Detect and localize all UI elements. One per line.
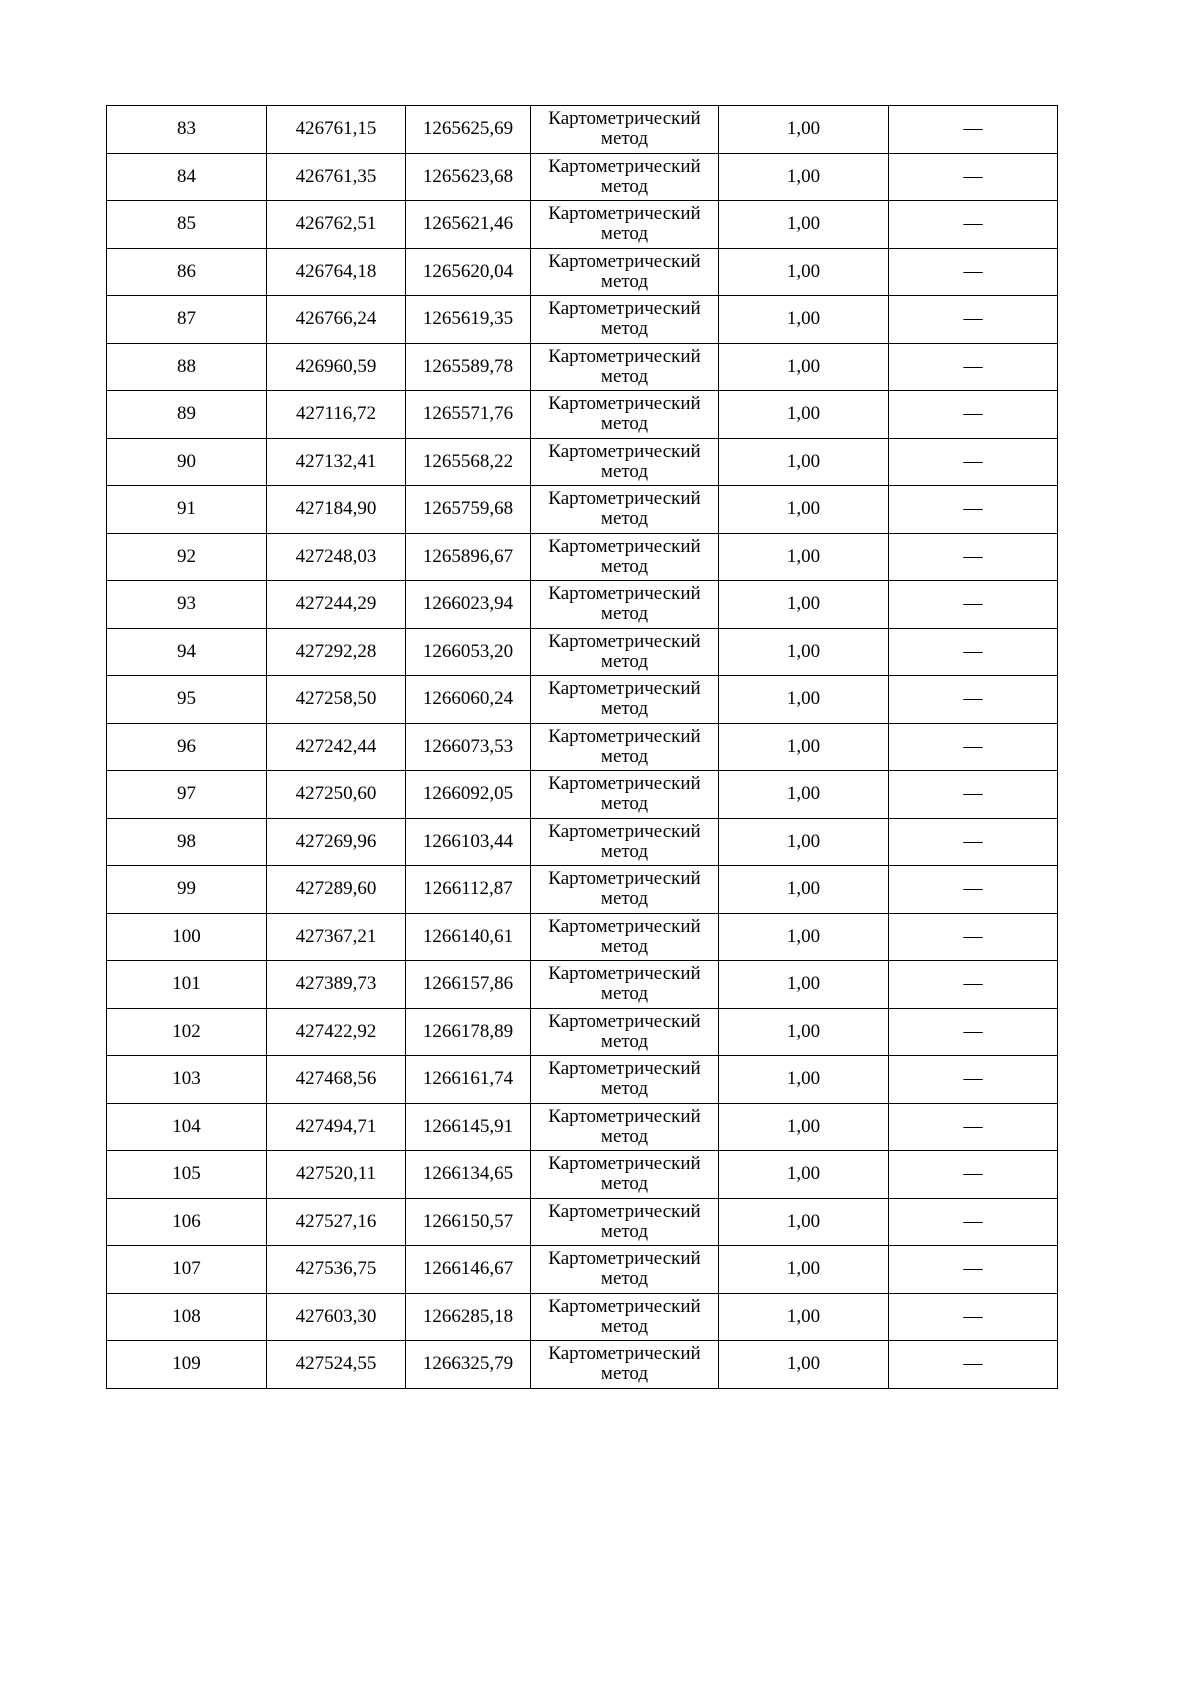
accuracy-cell: 1,00: [719, 153, 889, 201]
point-number-cell: 99: [107, 866, 267, 914]
method-cell: [531, 296, 719, 344]
x-coordinate-cell: 426761,15: [267, 106, 406, 154]
y-coordinate-cell: 1266073,53: [406, 723, 531, 771]
note-cell: —: [889, 723, 1058, 771]
point-number-cell: 94: [107, 628, 267, 676]
accuracy-cell: 1,00: [719, 1103, 889, 1151]
y-coordinate-cell: 1266146,67: [406, 1246, 531, 1294]
method-line-1: Картометрический: [548, 630, 701, 652]
point-number-cell: 98: [107, 818, 267, 866]
x-coordinate-cell: 426764,18: [267, 248, 406, 296]
accuracy-cell: 1,00: [719, 1056, 889, 1104]
method-line-1: Картометрический: [548, 203, 701, 225]
y-coordinate-cell: 1266150,57: [406, 1198, 531, 1246]
method-line-2: метод: [600, 983, 649, 1005]
y-coordinate-cell: 1265623,68: [406, 153, 531, 201]
table-row: [107, 296, 1058, 344]
method-cell: [531, 1008, 719, 1056]
note-cell: —: [889, 818, 1058, 866]
x-coordinate-cell: 427292,28: [267, 628, 406, 676]
method-line-2: метод: [600, 365, 649, 387]
method-cell: [531, 1198, 719, 1246]
point-number-cell: 109: [107, 1341, 267, 1389]
method-line-2: метод: [600, 840, 649, 862]
y-coordinate-cell: 1266103,44: [406, 818, 531, 866]
x-coordinate-cell: 427389,73: [267, 961, 406, 1009]
method-line-2: метод: [600, 1363, 649, 1385]
table-row: [107, 1008, 1058, 1056]
note-cell: —: [889, 391, 1058, 439]
y-coordinate-cell: 1266140,61: [406, 913, 531, 961]
note-cell: —: [889, 153, 1058, 201]
note-cell: —: [889, 1293, 1058, 1341]
note-cell: —: [889, 1103, 1058, 1151]
table-row: [107, 438, 1058, 486]
x-coordinate-cell: 427527,16: [267, 1198, 406, 1246]
x-coordinate-cell: 427367,21: [267, 913, 406, 961]
note-cell: —: [889, 1246, 1058, 1294]
method-line-2: метод: [600, 1125, 649, 1147]
table-row: [107, 248, 1058, 296]
y-coordinate-cell: 1266092,05: [406, 771, 531, 819]
table-row: [107, 961, 1058, 1009]
method-line-1: Картометрический: [548, 440, 701, 462]
method-cell: [531, 201, 719, 249]
method-line-1: Картометрический: [548, 868, 701, 890]
x-coordinate-cell: 426960,59: [267, 343, 406, 391]
method-line-1: Картометрический: [548, 773, 701, 795]
method-line-2: метод: [600, 508, 649, 530]
x-coordinate-cell: 427116,72: [267, 391, 406, 439]
method-line-2: метод: [600, 555, 649, 577]
accuracy-cell: 1,00: [719, 296, 889, 344]
method-cell: [531, 676, 719, 724]
method-cell: [531, 153, 719, 201]
point-number-cell: 89: [107, 391, 267, 439]
accuracy-cell: 1,00: [719, 486, 889, 534]
method-line-1: Картометрический: [548, 1343, 701, 1365]
table-row: [107, 1293, 1058, 1341]
x-coordinate-cell: 427269,96: [267, 818, 406, 866]
table-row: [107, 1246, 1058, 1294]
accuracy-cell: 1,00: [719, 1198, 889, 1246]
method-line-1: Картометрический: [548, 1200, 701, 1222]
x-coordinate-cell: 427422,92: [267, 1008, 406, 1056]
note-cell: —: [889, 1151, 1058, 1199]
point-number-cell: 90: [107, 438, 267, 486]
accuracy-cell: 1,00: [719, 581, 889, 629]
note-cell: —: [889, 1198, 1058, 1246]
y-coordinate-cell: 1266060,24: [406, 676, 531, 724]
y-coordinate-cell: 1266178,89: [406, 1008, 531, 1056]
table-row: [107, 106, 1058, 154]
method-cell: [531, 486, 719, 534]
y-coordinate-cell: 1266112,87: [406, 866, 531, 914]
y-coordinate-cell: 1266023,94: [406, 581, 531, 629]
note-cell: —: [889, 1056, 1058, 1104]
point-number-cell: 87: [107, 296, 267, 344]
accuracy-cell: 1,00: [719, 438, 889, 486]
y-coordinate-cell: 1265568,22: [406, 438, 531, 486]
table-row: [107, 818, 1058, 866]
accuracy-cell: 1,00: [719, 1008, 889, 1056]
point-number-cell: 104: [107, 1103, 267, 1151]
x-coordinate-cell: 427524,55: [267, 1341, 406, 1389]
method-cell: [531, 581, 719, 629]
y-coordinate-cell: 1266325,79: [406, 1341, 531, 1389]
note-cell: —: [889, 961, 1058, 1009]
point-number-cell: 103: [107, 1056, 267, 1104]
table-body: [107, 106, 1058, 1389]
x-coordinate-cell: 427536,75: [267, 1246, 406, 1294]
table-row: [107, 486, 1058, 534]
note-cell: —: [889, 581, 1058, 629]
x-coordinate-cell: 427520,11: [267, 1151, 406, 1199]
method-line-2: метод: [600, 1268, 649, 1290]
note-cell: —: [889, 628, 1058, 676]
x-coordinate-cell: 427468,56: [267, 1056, 406, 1104]
point-number-cell: 85: [107, 201, 267, 249]
method-line-2: метод: [600, 1315, 649, 1337]
accuracy-cell: 1,00: [719, 248, 889, 296]
method-line-1: Картометрический: [548, 155, 701, 177]
table-row: [107, 581, 1058, 629]
method-cell: [531, 1151, 719, 1199]
table-row: [107, 1341, 1058, 1389]
method-line-1: Картометрический: [548, 1010, 701, 1032]
point-number-cell: 93: [107, 581, 267, 629]
method-line-1: Картометрический: [548, 915, 701, 937]
y-coordinate-cell: 1266134,65: [406, 1151, 531, 1199]
method-line-1: Картометрический: [548, 725, 701, 747]
method-cell: [531, 438, 719, 486]
method-cell: [531, 961, 719, 1009]
method-cell: [531, 771, 719, 819]
method-line-2: метод: [600, 935, 649, 957]
note-cell: —: [889, 1341, 1058, 1389]
method-line-2: метод: [600, 460, 649, 482]
accuracy-cell: 1,00: [719, 533, 889, 581]
note-cell: —: [889, 533, 1058, 581]
method-line-2: метод: [600, 175, 649, 197]
method-line-1: Картометрический: [548, 583, 701, 605]
method-line-2: метод: [600, 650, 649, 672]
accuracy-cell: 1,00: [719, 723, 889, 771]
y-coordinate-cell: 1266053,20: [406, 628, 531, 676]
point-number-cell: 106: [107, 1198, 267, 1246]
point-number-cell: 86: [107, 248, 267, 296]
note-cell: —: [889, 1008, 1058, 1056]
method-cell: [531, 866, 719, 914]
accuracy-cell: 1,00: [719, 961, 889, 1009]
method-line-2: метод: [600, 223, 649, 245]
method-cell: [531, 628, 719, 676]
y-coordinate-cell: 1265759,68: [406, 486, 531, 534]
note-cell: —: [889, 248, 1058, 296]
x-coordinate-cell: 427494,71: [267, 1103, 406, 1151]
accuracy-cell: 1,00: [719, 1246, 889, 1294]
method-line-1: Картометрический: [548, 345, 701, 367]
x-coordinate-cell: 426766,24: [267, 296, 406, 344]
x-coordinate-cell: 426762,51: [267, 201, 406, 249]
accuracy-cell: 1,00: [719, 866, 889, 914]
table-row: [107, 391, 1058, 439]
point-number-cell: 83: [107, 106, 267, 154]
accuracy-cell: 1,00: [719, 771, 889, 819]
method-cell: [531, 106, 719, 154]
point-number-cell: 108: [107, 1293, 267, 1341]
method-cell: [531, 1056, 719, 1104]
note-cell: —: [889, 771, 1058, 819]
method-line-1: Картометрический: [548, 108, 701, 130]
x-coordinate-cell: 427242,44: [267, 723, 406, 771]
note-cell: —: [889, 296, 1058, 344]
note-cell: —: [889, 438, 1058, 486]
point-number-cell: 107: [107, 1246, 267, 1294]
method-line-2: метод: [600, 793, 649, 815]
table-row: [107, 1151, 1058, 1199]
table-row: [107, 723, 1058, 771]
method-line-1: Картометрический: [548, 1153, 701, 1175]
method-line-2: метод: [600, 1220, 649, 1242]
method-line-1: Картометрический: [548, 678, 701, 700]
method-line-1: Картометрический: [548, 250, 701, 272]
method-line-1: Картометрический: [548, 488, 701, 510]
point-number-cell: 91: [107, 486, 267, 534]
point-number-cell: 100: [107, 913, 267, 961]
x-coordinate-cell: 427248,03: [267, 533, 406, 581]
x-coordinate-cell: 427132,41: [267, 438, 406, 486]
point-number-cell: 92: [107, 533, 267, 581]
method-cell: [531, 533, 719, 581]
method-cell: [531, 1103, 719, 1151]
table-row: [107, 343, 1058, 391]
method-line-2: метод: [600, 745, 649, 767]
y-coordinate-cell: 1266161,74: [406, 1056, 531, 1104]
point-number-cell: 96: [107, 723, 267, 771]
accuracy-cell: 1,00: [719, 106, 889, 154]
note-cell: —: [889, 343, 1058, 391]
y-coordinate-cell: 1265619,35: [406, 296, 531, 344]
method-line-2: метод: [600, 413, 649, 435]
method-line-1: Картометрический: [548, 393, 701, 415]
note-cell: —: [889, 106, 1058, 154]
method-line-2: метод: [600, 888, 649, 910]
y-coordinate-cell: 1266145,91: [406, 1103, 531, 1151]
method-cell: [531, 343, 719, 391]
x-coordinate-cell: 427184,90: [267, 486, 406, 534]
method-line-1: Картометрический: [548, 963, 701, 985]
accuracy-cell: 1,00: [719, 1341, 889, 1389]
method-line-1: Картометрический: [548, 298, 701, 320]
table-row: [107, 913, 1058, 961]
note-cell: —: [889, 201, 1058, 249]
method-cell: [531, 248, 719, 296]
method-line-1: Картометрический: [548, 535, 701, 557]
table-row: [107, 1198, 1058, 1246]
point-number-cell: 95: [107, 676, 267, 724]
method-cell: [531, 391, 719, 439]
method-line-2: метод: [600, 603, 649, 625]
point-number-cell: 105: [107, 1151, 267, 1199]
method-line-1: Картометрический: [548, 1058, 701, 1080]
accuracy-cell: 1,00: [719, 1151, 889, 1199]
accuracy-cell: 1,00: [719, 913, 889, 961]
table-row: [107, 866, 1058, 914]
x-coordinate-cell: 427258,50: [267, 676, 406, 724]
method-line-2: метод: [600, 1078, 649, 1100]
table-row: [107, 1103, 1058, 1151]
method-cell: [531, 1293, 719, 1341]
table-row: [107, 628, 1058, 676]
y-coordinate-cell: 1265896,67: [406, 533, 531, 581]
y-coordinate-cell: 1266157,86: [406, 961, 531, 1009]
note-cell: —: [889, 676, 1058, 724]
table-row: [107, 1056, 1058, 1104]
note-cell: —: [889, 913, 1058, 961]
y-coordinate-cell: 1266285,18: [406, 1293, 531, 1341]
method-line-2: метод: [600, 698, 649, 720]
method-line-1: Картометрический: [548, 820, 701, 842]
point-number-cell: 101: [107, 961, 267, 1009]
table-row: [107, 676, 1058, 724]
note-cell: —: [889, 866, 1058, 914]
method-cell: [531, 1341, 719, 1389]
accuracy-cell: 1,00: [719, 1293, 889, 1341]
point-number-cell: 97: [107, 771, 267, 819]
table-row: [107, 533, 1058, 581]
method-line-2: метод: [600, 270, 649, 292]
table-row: [107, 771, 1058, 819]
accuracy-cell: 1,00: [719, 676, 889, 724]
accuracy-cell: 1,00: [719, 343, 889, 391]
accuracy-cell: 1,00: [719, 628, 889, 676]
y-coordinate-cell: 1265589,78: [406, 343, 531, 391]
point-number-cell: 102: [107, 1008, 267, 1056]
method-line-1: Картометрический: [548, 1248, 701, 1270]
x-coordinate-cell: 427603,30: [267, 1293, 406, 1341]
method-line-2: метод: [600, 1173, 649, 1195]
method-line-2: метод: [600, 128, 649, 150]
y-coordinate-cell: 1265621,46: [406, 201, 531, 249]
accuracy-cell: 1,00: [719, 391, 889, 439]
x-coordinate-cell: 427289,60: [267, 866, 406, 914]
table-row: [107, 153, 1058, 201]
method-cell: [531, 723, 719, 771]
method-cell: [531, 1246, 719, 1294]
y-coordinate-cell: 1265571,76: [406, 391, 531, 439]
table-row: [107, 201, 1058, 249]
method-cell: [531, 913, 719, 961]
method-line-1: Картометрический: [548, 1295, 701, 1317]
method-cell: [531, 818, 719, 866]
method-line-2: метод: [600, 1030, 649, 1052]
x-coordinate-cell: 427250,60: [267, 771, 406, 819]
accuracy-cell: 1,00: [719, 818, 889, 866]
accuracy-cell: 1,00: [719, 201, 889, 249]
coordinates-table: [106, 105, 1058, 1389]
point-number-cell: 84: [107, 153, 267, 201]
point-number-cell: 88: [107, 343, 267, 391]
method-line-2: метод: [600, 318, 649, 340]
note-cell: —: [889, 486, 1058, 534]
method-line-1: Картометрический: [548, 1105, 701, 1127]
y-coordinate-cell: 1265620,04: [406, 248, 531, 296]
x-coordinate-cell: 427244,29: [267, 581, 406, 629]
x-coordinate-cell: 426761,35: [267, 153, 406, 201]
y-coordinate-cell: 1265625,69: [406, 106, 531, 154]
